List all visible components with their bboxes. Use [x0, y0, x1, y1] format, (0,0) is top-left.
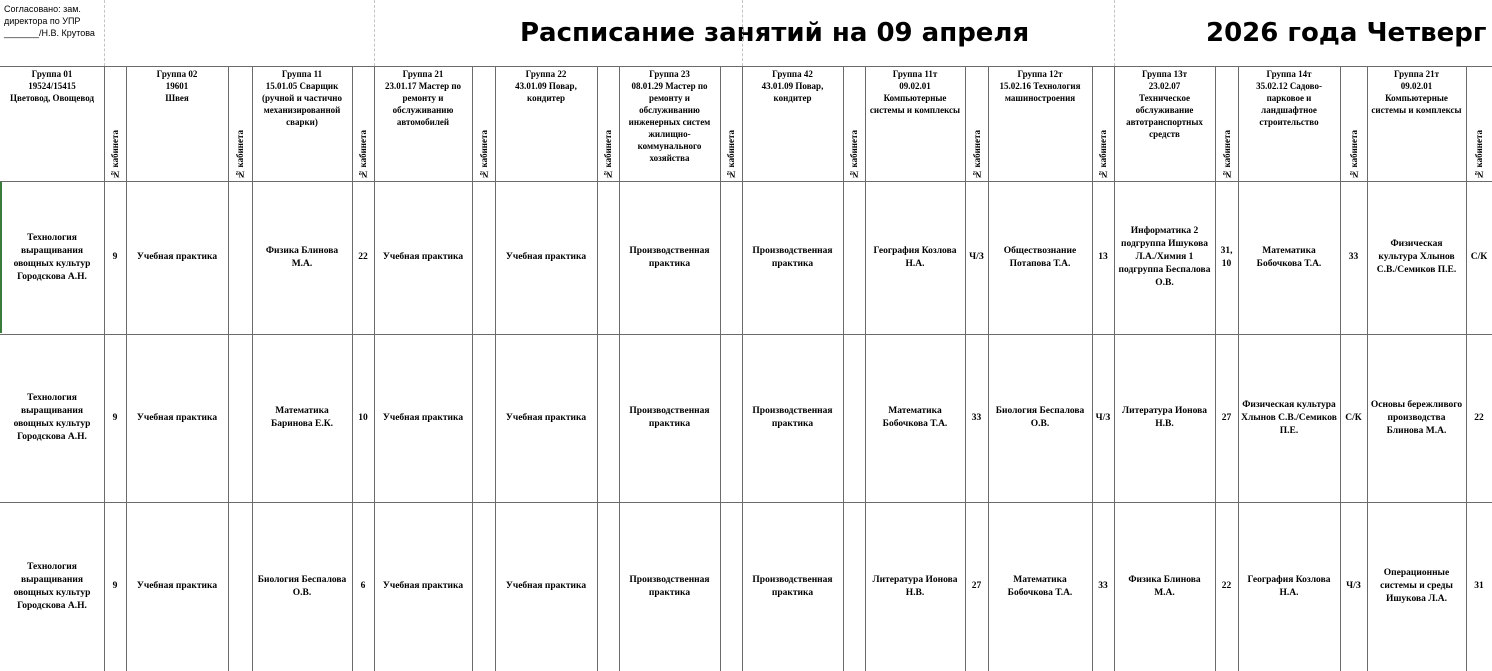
lesson-cell[interactable]: Обществознание Потапова Т.А.	[1003, 245, 1077, 269]
lesson-cell[interactable]: География Козлова Н.А.	[1247, 574, 1331, 598]
schedule-title-year-day: 2026 года Четверг	[1206, 18, 1487, 48]
lesson-cell[interactable]: Производственная практика	[629, 406, 710, 429]
room-number-cell[interactable]	[843, 502, 865, 671]
lesson-cell[interactable]: Учебная практика	[136, 252, 218, 262]
group-header-line: Группа 42	[772, 69, 813, 79]
lesson-cell[interactable]: Учебная практика	[382, 412, 464, 423]
group-header	[495, 68, 597, 104]
room-number-cell[interactable]	[843, 181, 865, 334]
lesson-cell[interactable]: Операционные системы и среды Ишукова Л.А.	[1380, 568, 1453, 604]
lesson-cell[interactable]: Физика Блинова М.А.	[1128, 574, 1201, 598]
lesson-cell[interactable]: Математика Бобочкова Т.А.	[882, 406, 948, 429]
lesson-cell[interactable]: Математика Бобочкова Т.А.	[1256, 245, 1322, 269]
group-header-line: Группа 01	[31, 69, 73, 79]
lesson-cell[interactable]: Учебная практика	[382, 581, 464, 591]
room-column-header	[720, 70, 742, 180]
lesson-cell[interactable]: Учебная практика	[505, 252, 587, 262]
lesson-cell[interactable]: Учебная практика	[136, 412, 218, 423]
room-number-cell[interactable]: 33	[1098, 581, 1108, 591]
room-number-cell[interactable]: 31	[1474, 581, 1484, 591]
group-header	[1367, 68, 1466, 116]
room-number-cell[interactable]	[597, 334, 619, 502]
room-number-cell[interactable]: С/К	[1345, 412, 1362, 423]
room-column-header	[104, 70, 126, 180]
group-header-line: Группа 21т	[1393, 69, 1440, 79]
group-header-line: 43.01.09 Повар, кондитер	[761, 81, 824, 103]
group-header	[865, 68, 965, 116]
room-column-label: № кабинета	[971, 130, 982, 180]
room-column-header	[597, 70, 619, 180]
lesson-cell[interactable]: География Козлова Н.А.	[873, 245, 957, 269]
lesson-cell[interactable]: Математика Баринова Е.К.	[270, 406, 333, 429]
room-number-cell[interactable]: 10	[358, 412, 368, 423]
room-number-cell[interactable]: Ч/З	[1095, 412, 1111, 423]
group-header-line: Группа 12т	[1017, 69, 1063, 79]
lesson-cell[interactable]: Учебная практика	[505, 581, 587, 591]
group-header-line: Группа 02	[156, 69, 198, 79]
group-header	[0, 68, 104, 104]
group-header	[252, 68, 352, 128]
room-number-cell[interactable]: 27	[1221, 412, 1232, 423]
room-number-cell[interactable]	[228, 334, 252, 502]
group-header	[988, 68, 1092, 104]
room-number-cell[interactable]	[472, 181, 495, 334]
room-column-label: № кабинета	[235, 130, 245, 180]
room-number-cell[interactable]	[228, 502, 252, 671]
room-number-cell[interactable]: 27	[971, 581, 982, 591]
group-header-line: 35.02.12 Садово-парковое и ландшафтное строительство	[1256, 81, 1322, 127]
lesson-cell[interactable]: Технология выращивания овощных культур Городскова А.Н.	[13, 232, 91, 282]
lesson-cell[interactable]: Производственная практика	[752, 406, 833, 429]
schedule-title: Расписание занятий на 09 апреля	[520, 18, 1030, 48]
lesson-cell[interactable]: Основы бережливого производства Блинова М.А.	[1370, 399, 1463, 436]
room-number-cell[interactable]: 9	[112, 412, 118, 423]
room-number-cell[interactable]: 31, 10	[1220, 245, 1233, 269]
top-grid-line	[104, 0, 106, 66]
room-number-cell[interactable]	[472, 334, 495, 502]
room-number-cell[interactable]	[472, 502, 495, 671]
room-column-label: № кабинета	[1221, 130, 1232, 180]
lesson-cell[interactable]: Производственная практика	[752, 245, 833, 269]
lesson-cell[interactable]: Биология Беспалова О.В.	[257, 574, 347, 598]
room-number-cell[interactable]: 9	[112, 252, 118, 262]
lesson-cell[interactable]: Биология Беспалова О.В.	[995, 406, 1085, 429]
group-header-line: Группа 22	[525, 69, 567, 79]
lesson-cell[interactable]: Производственная практика	[752, 574, 833, 598]
group-header-line: 19601	[165, 81, 189, 91]
top-grid-line	[742, 0, 744, 66]
lesson-cell[interactable]: Информатика 2 подгруппа Ишукова Л.А./Химия 1 подгруппа Беспалова О.В.	[1118, 226, 1211, 288]
lesson-cell[interactable]: Физическая культура Хлынов С.В./Семиков П.Е.	[1241, 399, 1337, 436]
room-column-label: № кабинета	[1474, 130, 1484, 180]
room-number-cell[interactable]: 33	[971, 412, 982, 423]
room-number-cell[interactable]	[597, 181, 619, 334]
lesson-cell[interactable]: Производственная практика	[629, 245, 710, 269]
room-number-cell[interactable]	[720, 502, 742, 671]
lesson-cell[interactable]: Учебная практика	[136, 581, 218, 591]
group-header-line: Группа 11т	[892, 69, 938, 79]
room-column-header	[843, 70, 865, 180]
approval-block	[4, 3, 104, 39]
group-header-line: 08.01.29 Мастер по ремонту и обслуживанию инженерных систем жилищно-коммунального хозяйства	[628, 81, 711, 163]
group-header	[374, 68, 472, 128]
group-header-line: 09.02.01	[899, 81, 931, 91]
lesson-cell[interactable]: Математика Бобочкова Т.А.	[1007, 574, 1073, 598]
room-number-cell[interactable]	[597, 502, 619, 671]
group-header-line: Компьютерные системы и комплексы	[1371, 93, 1462, 115]
room-number-cell[interactable]	[720, 181, 742, 334]
group-header	[742, 68, 843, 104]
approval-line: Согласовано: зам.	[4, 4, 81, 14]
lesson-cell[interactable]: Технология выращивания овощных культур Городскова А.Н.	[13, 393, 91, 442]
lesson-cell[interactable]: Физика Блинова М.А.	[265, 245, 339, 269]
group-header-line: 23.01.17 Мастер по ремонту и обслуживанию автомобилей	[384, 81, 462, 127]
room-column-header	[228, 70, 252, 180]
room-number-cell[interactable]: Ч/З	[969, 252, 984, 262]
room-number-cell[interactable]: 22	[1221, 581, 1232, 591]
group-header-line: Группа 11	[281, 69, 323, 79]
lesson-cell[interactable]: Учебная практика	[505, 412, 587, 423]
lesson-cell[interactable]: Физическая культура Хлынов С.В./Семиков П.Е.	[1376, 239, 1457, 275]
group-header-line: 15.01.05 Сварщик (ручной и частично механизированной сварки)	[262, 81, 342, 127]
lesson-cell[interactable]: Литература Ионова Н.В.	[872, 574, 958, 598]
group-header-line: Группа 23	[649, 69, 690, 79]
room-column-label: № кабинета	[1098, 130, 1108, 180]
group-header-line: 43.01.09 Повар, кондитер	[515, 81, 577, 103]
group-header	[1238, 68, 1340, 128]
approval-line: директора по УПР	[4, 16, 81, 26]
top-grid-line	[1114, 0, 1116, 66]
room-number-cell[interactable]: 33	[1348, 252, 1359, 262]
group-header-line: Группа 13т	[1141, 69, 1188, 79]
room-number-cell[interactable]: 22	[1474, 412, 1484, 423]
lesson-cell[interactable]: Литература Ионова Н.В.	[1122, 406, 1207, 429]
room-number-cell[interactable]: 9	[112, 581, 118, 591]
group-header-line: Группа 21	[402, 69, 444, 79]
room-number-cell[interactable]: 22	[358, 252, 368, 262]
group-header	[619, 68, 720, 164]
room-column-header	[1215, 70, 1238, 180]
group-header	[126, 68, 228, 104]
room-number-cell[interactable]: Ч/З	[1346, 581, 1361, 591]
lesson-cell[interactable]: Технология выращивания овощных культур Городскова А.Н.	[13, 561, 91, 611]
group-header-line: Цветовод, Овощевод	[9, 93, 94, 103]
group-header-line: Группа 14т	[1266, 69, 1312, 79]
room-column-header	[1466, 70, 1492, 180]
room-column-label: № кабинета	[726, 130, 736, 180]
group-header-line: Техническое обслуживание автотранспортных средств	[1126, 93, 1203, 139]
room-column-label: № кабинета	[110, 130, 120, 180]
header-top-line	[0, 66, 1492, 67]
room-column-header	[472, 70, 495, 180]
group-header-line: 19524/15415	[28, 81, 76, 91]
room-column-label: № кабинета	[603, 130, 613, 180]
room-column-label: № кабинета	[849, 130, 859, 180]
group-header	[1114, 68, 1215, 140]
room-number-cell[interactable]	[228, 181, 252, 334]
group-header-line: Компьютерные системы и комплексы	[869, 93, 961, 115]
room-column-header	[1340, 70, 1367, 180]
group-header-line: 15.02.16 Технология машиностроения	[999, 81, 1081, 103]
room-number-cell[interactable]: С/К	[1470, 252, 1488, 262]
group-header-line: 23.02.07	[1148, 81, 1181, 91]
group-header-line: 09.02.01	[1400, 81, 1433, 91]
room-column-header	[965, 70, 988, 180]
room-number-cell[interactable]	[720, 334, 742, 502]
room-column-label: № кабинета	[478, 130, 489, 180]
room-column-label: № кабинета	[358, 130, 368, 180]
top-grid-line	[374, 0, 376, 66]
group-header-line: Швея	[165, 93, 189, 103]
room-column-header	[352, 70, 374, 180]
room-number-cell[interactable]	[843, 334, 865, 502]
lesson-cell[interactable]: Учебная практика	[382, 252, 464, 262]
lesson-cell[interactable]: Производственная практика	[629, 574, 710, 598]
room-number-cell[interactable]: 13	[1098, 252, 1108, 262]
room-column-label: № кабинета	[1348, 130, 1359, 180]
room-number-cell[interactable]: 6	[360, 581, 366, 591]
approval-line: _______/Н.В. Крутова	[4, 28, 95, 38]
room-column-header	[1092, 70, 1114, 180]
